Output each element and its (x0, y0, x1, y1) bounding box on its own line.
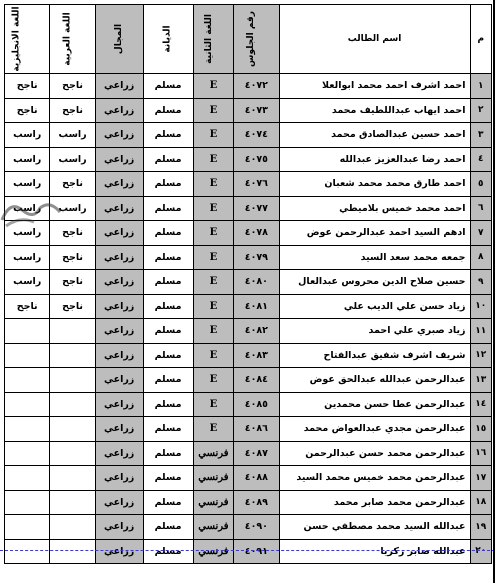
student-name-cell: عبدالرحمن محمد خميس محمد السيد (279, 466, 470, 491)
religion-cell: مسلم (143, 294, 193, 319)
table-row (5, 392, 492, 417)
arabic-result-cell: راسب (50, 147, 95, 172)
table-row (5, 515, 492, 540)
english-result-cell: ناجح (5, 74, 50, 99)
religion-cell: مسلم (143, 441, 193, 466)
english-result-cell (5, 392, 50, 417)
table-row (5, 343, 492, 368)
arabic-result-cell: ناجح (50, 221, 95, 246)
row-number-cell: ١٠ (470, 294, 491, 319)
header-row (5, 5, 492, 74)
arabic-result-cell (50, 466, 95, 491)
student-name-cell: عبدالرحمن عبدالله عبدالحق عوض (279, 368, 470, 393)
second-language-cell: E (193, 319, 234, 344)
field-cell: زراعي (95, 294, 143, 319)
table-row (5, 245, 492, 270)
arabic-result-cell (50, 343, 95, 368)
arabic-result-cell: ناجح (50, 294, 95, 319)
student-name-cell: عبدالله السيد محمد مصطفي حسن (279, 515, 470, 540)
arabic-result-cell: ناجح (50, 172, 95, 197)
table-row (5, 196, 492, 221)
seat-number-cell: ٤٠٨٠ (234, 270, 279, 295)
seat-number-cell: ٤٠٩١ (234, 539, 279, 564)
student-name-cell: احمد اشرف احمد محمد ابوالعلا (279, 74, 470, 99)
row-number-cell: ٩ (470, 270, 491, 295)
field-cell: زراعي (95, 343, 143, 368)
second-language-cell: E (193, 417, 234, 442)
arabic-result-cell: راسب (50, 123, 95, 148)
header-english: اللغة الانجليزية (5, 5, 50, 74)
row-number-cell: ١٨ (470, 490, 491, 515)
arabic-result-cell (50, 319, 95, 344)
header-seat-number: رقم الجلوس (234, 5, 279, 74)
field-cell: زراعي (95, 245, 143, 270)
table-row (5, 147, 492, 172)
english-result-cell (5, 319, 50, 344)
religion-cell: مسلم (143, 196, 193, 221)
field-cell: زراعي (95, 123, 143, 148)
seat-number-cell: ٤٠٨٩ (234, 490, 279, 515)
second-language-cell: E (193, 196, 234, 221)
table-row (5, 294, 492, 319)
seat-number-cell: ٤٠٨٦ (234, 417, 279, 442)
seat-number-cell: ٤٠٩٠ (234, 515, 279, 540)
religion-cell: مسلم (143, 147, 193, 172)
second-language-cell: فرنسي (193, 441, 234, 466)
field-cell: زراعي (95, 466, 143, 491)
second-language-cell: E (193, 343, 234, 368)
second-language-cell: E (193, 368, 234, 393)
religion-cell: مسلم (143, 368, 193, 393)
religion-cell: مسلم (143, 74, 193, 99)
table-row (5, 539, 492, 564)
seat-number-cell: ٤٠٧٥ (234, 147, 279, 172)
seat-number-cell: ٤٠٨١ (234, 294, 279, 319)
field-cell: زراعي (95, 417, 143, 442)
row-number-cell: ٢٠ (470, 539, 491, 564)
seat-number-cell: ٤٠٧٦ (234, 172, 279, 197)
student-name-cell: احمد طارق محمد محمد شعبان (279, 172, 470, 197)
religion-cell: مسلم (143, 319, 193, 344)
seat-number-cell: ٤٠٨٣ (234, 343, 279, 368)
table-row (5, 74, 492, 99)
second-language-cell: فرنسي (193, 539, 234, 564)
second-language-cell: E (193, 221, 234, 246)
seat-number-cell: ٤٠٨٤ (234, 368, 279, 393)
english-result-cell: ناجح (5, 98, 50, 123)
seat-number-cell: ٤٠٧٤ (234, 123, 279, 148)
seat-number-cell: ٤٠٨٢ (234, 319, 279, 344)
arabic-result-cell: ناجح (50, 98, 95, 123)
table-row (5, 98, 492, 123)
table-row (5, 441, 492, 466)
arabic-result-cell: ناجح (50, 74, 95, 99)
religion-cell: مسلم (143, 270, 193, 295)
table-row (5, 123, 492, 148)
row-number-cell: ٢ (470, 98, 491, 123)
student-name-cell: احمد رضا عبدالعزيز عبدالله (279, 147, 470, 172)
religion-cell: مسلم (143, 490, 193, 515)
field-cell: زراعي (95, 270, 143, 295)
student-name-cell: احمد محمد خميس بلاميطي (279, 196, 470, 221)
table-row (5, 490, 492, 515)
english-result-cell (5, 368, 50, 393)
field-cell: زراعي (95, 221, 143, 246)
arabic-result-cell (50, 515, 95, 540)
student-name-cell: شريف اشرف شفيق عبدالفتاح (279, 343, 470, 368)
header-student-name: اسم الطالب (279, 5, 470, 74)
english-result-cell (5, 441, 50, 466)
seat-number-cell: ٤٠٧٧ (234, 196, 279, 221)
second-language-cell: E (193, 123, 234, 148)
row-number-cell: ١٩ (470, 515, 491, 540)
arabic-result-cell (50, 490, 95, 515)
student-name-cell: عبدالرحمن محمد حسن عبدالرحمن (279, 441, 470, 466)
field-cell: زراعي (95, 147, 143, 172)
english-result-cell: راسب (5, 147, 50, 172)
field-cell: زراعي (95, 74, 143, 99)
arabic-result-cell (50, 392, 95, 417)
english-result-cell: راسب (5, 196, 50, 221)
table-row (5, 368, 492, 393)
english-result-cell (5, 539, 50, 564)
row-number-cell: ١٥ (470, 417, 491, 442)
seat-number-cell: ٤٠٨٧ (234, 441, 279, 466)
field-cell: زراعي (95, 319, 143, 344)
arabic-result-cell (50, 368, 95, 393)
seat-number-cell: ٤٠٧٨ (234, 221, 279, 246)
second-language-cell: E (193, 74, 234, 99)
row-number-cell: ٧ (470, 221, 491, 246)
english-result-cell: راسب (5, 123, 50, 148)
row-number-cell: ٥ (470, 172, 491, 197)
table-row (5, 466, 492, 491)
row-number-cell: ٣ (470, 123, 491, 148)
english-result-cell (5, 417, 50, 442)
english-result-cell (5, 343, 50, 368)
english-result-cell (5, 490, 50, 515)
field-cell: زراعي (95, 441, 143, 466)
second-language-cell: E (193, 294, 234, 319)
table-row (5, 319, 492, 344)
table-row (5, 417, 492, 442)
table-row (5, 270, 492, 295)
results-sheet (4, 4, 492, 564)
student-name-cell: جمعه محمد سعد السيد (279, 245, 470, 270)
student-name-cell: زياد حسن علي الديب علي (279, 294, 470, 319)
student-name-cell: عبدالرحمن عطا حسن محمدين (279, 392, 470, 417)
student-name-cell: ادهم السيد احمد عبدالرحمن عوض (279, 221, 470, 246)
student-name-cell: احمد ايهاب عبداللطيف محمد (279, 98, 470, 123)
row-number-cell: ١ (470, 74, 491, 99)
row-number-cell: ٦ (470, 196, 491, 221)
header-religion: الديانة (143, 5, 193, 74)
field-cell: زراعي (95, 368, 143, 393)
english-result-cell: راسب (5, 221, 50, 246)
table-row (5, 172, 492, 197)
seat-number-cell: ٤٠٧٣ (234, 98, 279, 123)
field-cell: زراعي (95, 515, 143, 540)
religion-cell: مسلم (143, 515, 193, 540)
row-number-cell: ١٢ (470, 343, 491, 368)
row-number-cell: ١٦ (470, 441, 491, 466)
table-row (5, 221, 492, 246)
seat-number-cell: ٤٠٧٩ (234, 245, 279, 270)
english-result-cell (5, 466, 50, 491)
field-cell: زراعي (95, 392, 143, 417)
student-name-cell: حسين صلاح الدين محروس عبدالعال (279, 270, 470, 295)
second-language-cell: فرنسي (193, 490, 234, 515)
religion-cell: مسلم (143, 539, 193, 564)
students-table (4, 4, 492, 564)
row-number-cell: ٤ (470, 147, 491, 172)
religion-cell: مسلم (143, 417, 193, 442)
religion-cell: مسلم (143, 221, 193, 246)
table-body (5, 74, 492, 564)
header-field: المجال (95, 5, 143, 74)
row-number-cell: ١٧ (470, 466, 491, 491)
seat-number-cell: ٤٠٧٢ (234, 74, 279, 99)
second-language-cell: E (193, 172, 234, 197)
religion-cell: مسلم (143, 392, 193, 417)
row-number-cell: ١٣ (470, 368, 491, 393)
second-language-cell: فرنسي (193, 515, 234, 540)
field-cell: زراعي (95, 490, 143, 515)
field-cell: زراعي (95, 539, 143, 564)
second-language-cell: E (193, 392, 234, 417)
second-language-cell: E (193, 98, 234, 123)
religion-cell: مسلم (143, 98, 193, 123)
seat-number-cell: ٤٠٨٨ (234, 466, 279, 491)
english-result-cell (5, 515, 50, 540)
header-arabic: اللغة العربية (50, 5, 95, 74)
row-number-cell: ١١ (470, 319, 491, 344)
seat-number-cell: ٤٠٨٥ (234, 392, 279, 417)
arabic-result-cell: راسب (50, 196, 95, 221)
field-cell: زراعي (95, 98, 143, 123)
row-number-cell: ١٤ (470, 392, 491, 417)
arabic-result-cell (50, 539, 95, 564)
field-cell: زراعي (95, 196, 143, 221)
religion-cell: مسلم (143, 172, 193, 197)
arabic-result-cell: ناجح (50, 270, 95, 295)
row-number-cell: ٨ (470, 245, 491, 270)
header-second-language: اللغة الثانية (193, 5, 234, 74)
religion-cell: مسلم (143, 123, 193, 148)
header-num: م (470, 5, 491, 74)
student-name-cell: عبدالرحمن مجدي عبدالعواض محمد (279, 417, 470, 442)
arabic-result-cell (50, 441, 95, 466)
second-language-cell: فرنسي (193, 466, 234, 491)
field-cell: زراعي (95, 172, 143, 197)
english-result-cell: راسب (5, 270, 50, 295)
english-result-cell: ناجح (5, 294, 50, 319)
student-name-cell: عبدالرحمن محمد صابر محمد (279, 490, 470, 515)
religion-cell: مسلم (143, 343, 193, 368)
religion-cell: مسلم (143, 466, 193, 491)
student-name-cell: زياد صبري علي احمد (279, 319, 470, 344)
arabic-result-cell: ناجح (50, 245, 95, 270)
arabic-result-cell (50, 417, 95, 442)
english-result-cell: راسب (5, 245, 50, 270)
second-language-cell: E (193, 147, 234, 172)
second-language-cell: E (193, 270, 234, 295)
student-name-cell: احمد حسين عبدالصادق محمد (279, 123, 470, 148)
page-break-line (0, 550, 495, 551)
second-language-cell: E (193, 245, 234, 270)
religion-cell: مسلم (143, 245, 193, 270)
english-result-cell: راسب (5, 172, 50, 197)
student-name-cell: عبدالله صابر زكريا (279, 539, 470, 564)
